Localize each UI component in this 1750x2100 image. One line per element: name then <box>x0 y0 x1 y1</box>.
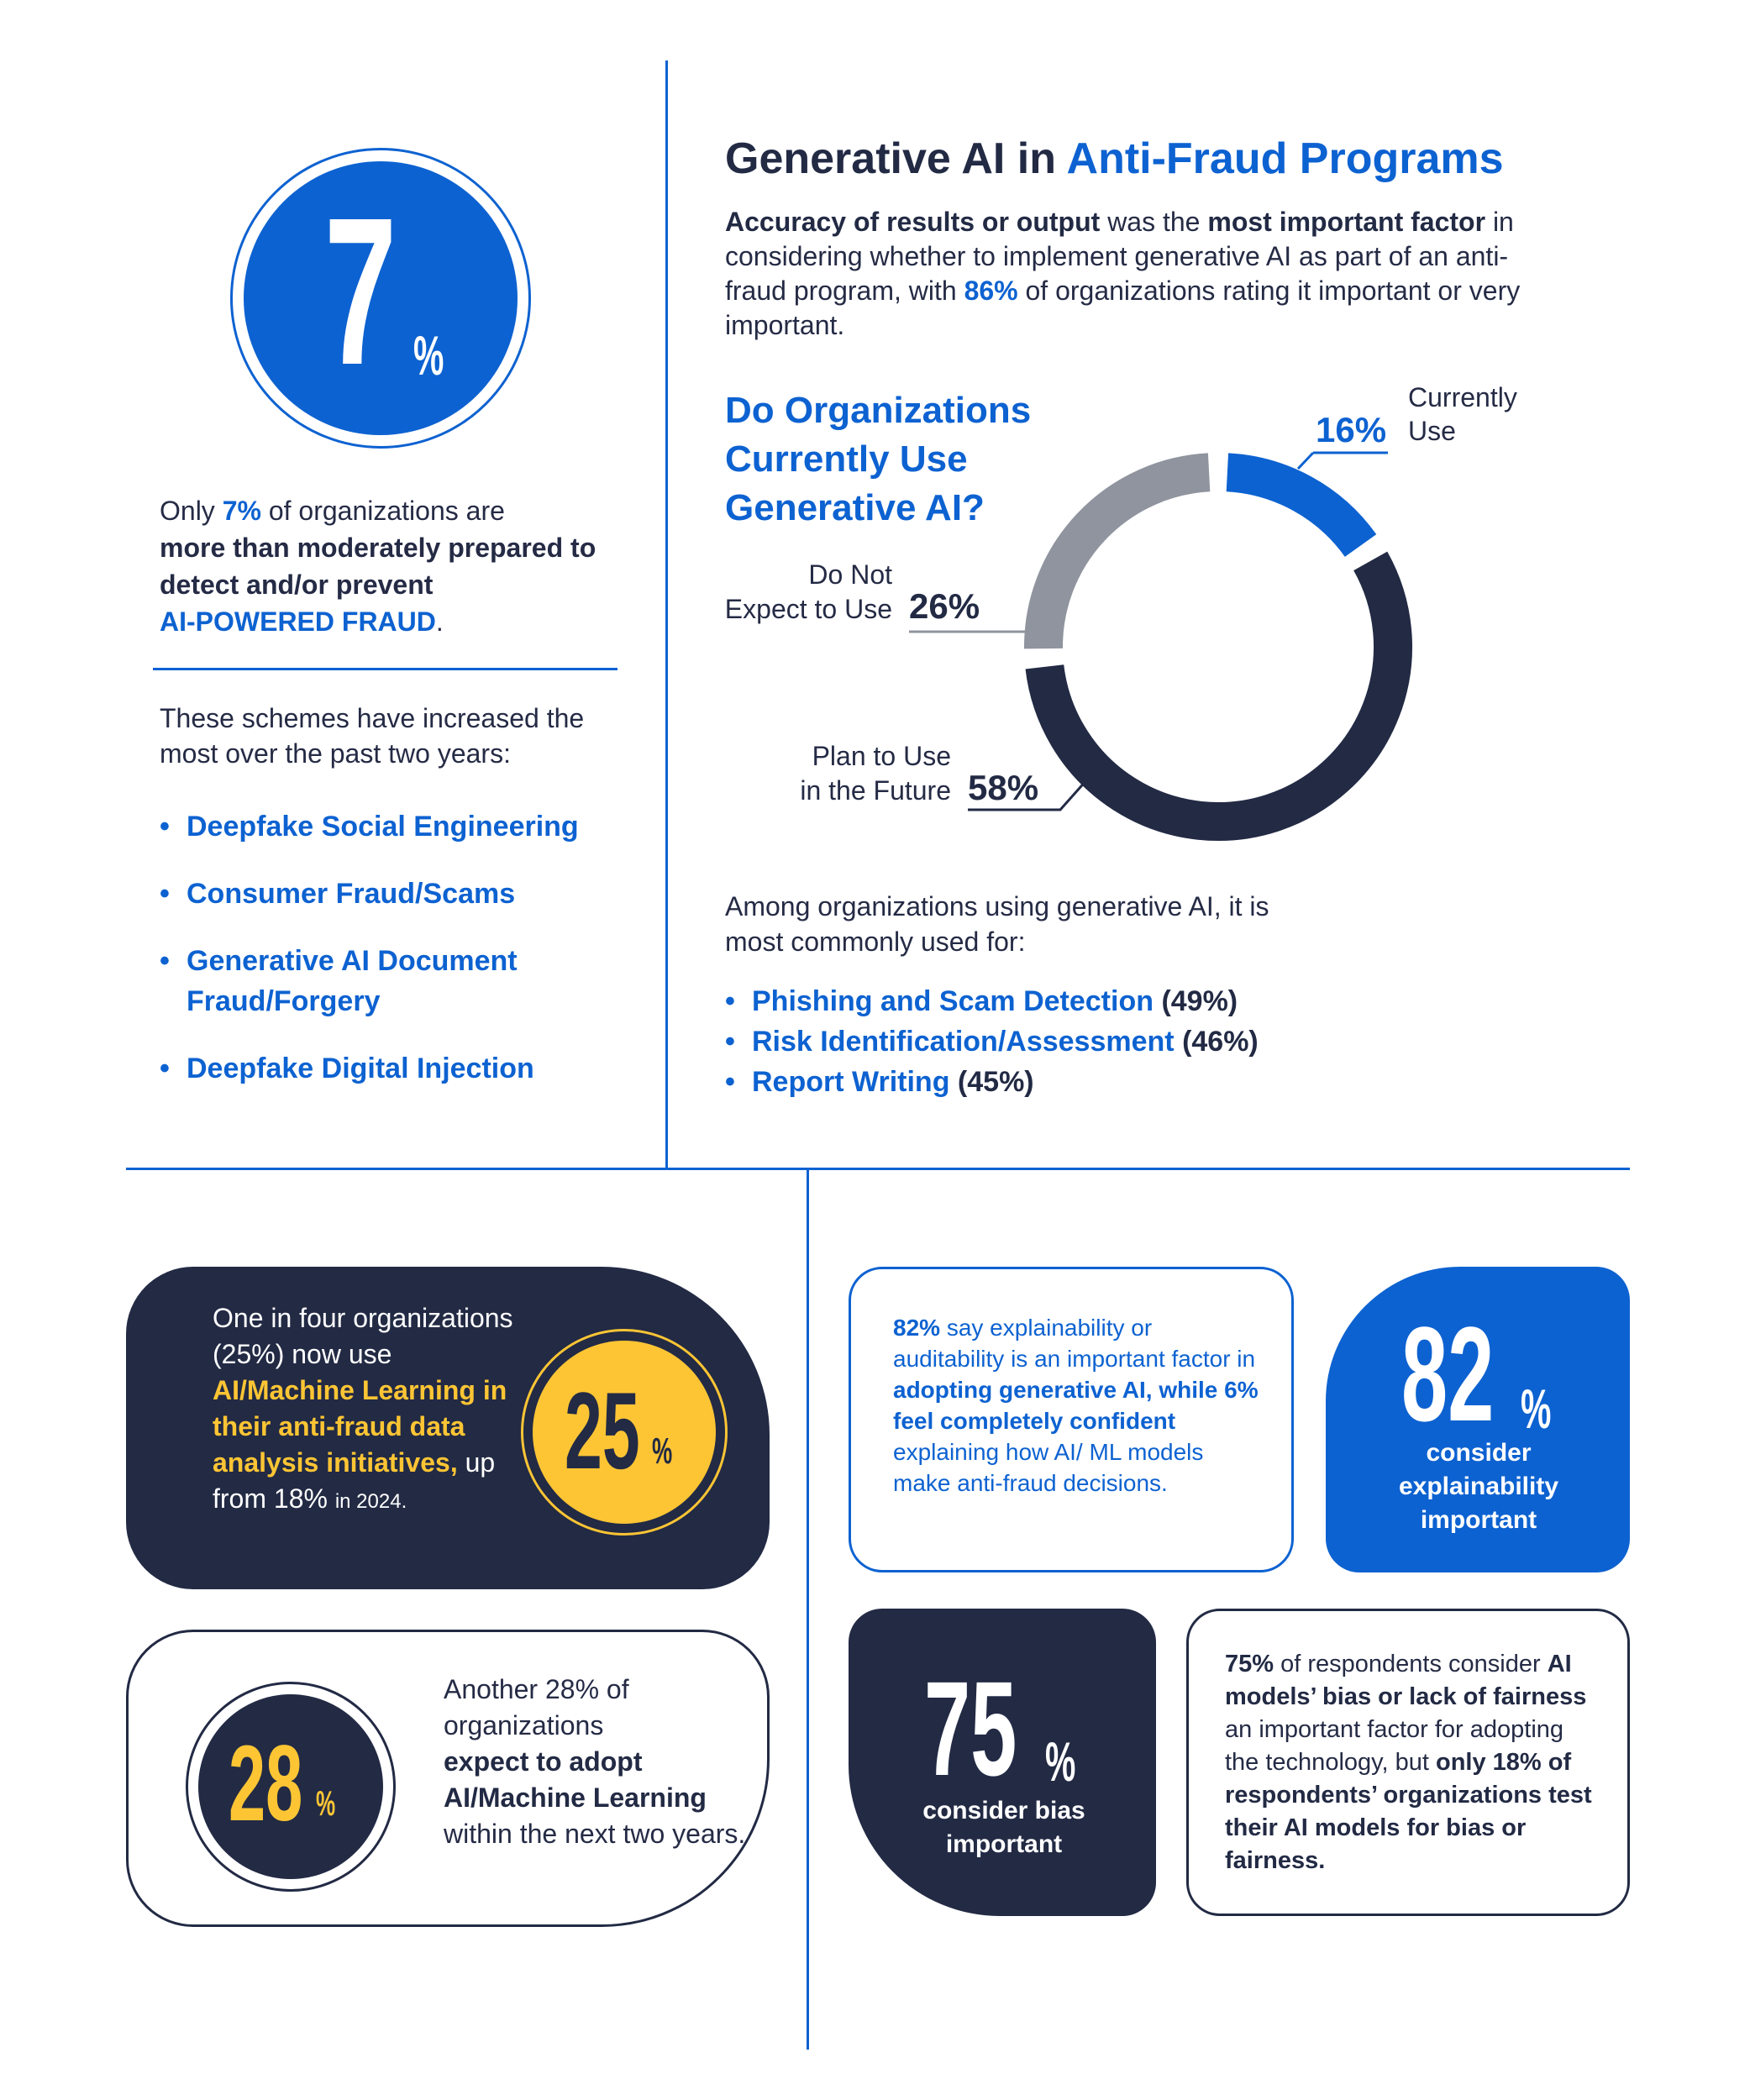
label-donot-pct: 26% <box>909 586 980 626</box>
ml25-number: 25 <box>565 1369 640 1492</box>
explain-text: 82% say explainability or auditability is an important factor in adopting generative AI, while 6% feel completely confident explaining how AI/ ML models make anti-fraud decisions. <box>893 1315 1259 1496</box>
ml25-pct: % <box>652 1431 673 1472</box>
list-item: • Deepfake Social Engineering <box>160 806 630 847</box>
usage-list <box>725 981 1481 1102</box>
explain-pct: % <box>1521 1378 1552 1440</box>
usage-intro: Among organizations using generative AI, it is most commonly used for: <box>725 891 1269 957</box>
chart-title: Do Organizations Currently Use Generative AI? <box>725 390 1032 528</box>
bias-pct: % <box>1045 1730 1076 1793</box>
explain-caption: consider explainability important <box>1398 1439 1559 1534</box>
label-currently-pct: 16% <box>1316 410 1387 449</box>
label-donot-text: Do Not Expect to Use <box>724 559 892 624</box>
ml25-text: One in four organizations (25%) now use AI/Machine Learning in their anti-fraud data analysis initiatives, up from 18% in 2024. <box>213 1303 513 1514</box>
label-plan-text: Plan to Use in the Future <box>800 741 951 806</box>
preparedness-text: Only 7% of organizations are more than moderately prepared to detect and/or prevent AI-POWERED FRAUD. <box>160 496 596 637</box>
stat-percent-sign: % <box>413 324 444 386</box>
bias-number: 75 <box>924 1653 1017 1803</box>
label-currently-text: Currently Use <box>1408 382 1517 446</box>
list-item: • Generative AI Document Fraud/Forgery <box>160 941 630 1021</box>
list-item: • Consumer Fraud/Scams <box>160 874 630 914</box>
leader-currently-diag <box>1298 453 1313 469</box>
explain-number: 82 <box>1401 1299 1495 1449</box>
list-item: • Report Writing (45%) <box>725 1062 1481 1102</box>
list-item: • Deepfake Digital Injection <box>160 1048 630 1089</box>
schemes-intro: These schemes have increased the most over the past two years: <box>160 703 585 769</box>
leader-plan <box>968 780 1087 810</box>
bias-caption: consider bias important <box>922 1797 1085 1858</box>
bias-text: 75% of respondents consider AI models’ bias or lack of fairness an important factor for adopting the technology, but only 18% of respondents’ organizations test their AI models for bias or fairness. <box>1225 1651 1592 1874</box>
label-plan-pct: 58% <box>968 768 1039 807</box>
ml28-number: 28 <box>229 1724 303 1844</box>
intro-paragraph: Accuracy of results or output was the most important factor in considering whether to implement generative AI as part of an anti-fraud program, with 86% of organizations rating it important or very important. <box>725 207 1521 340</box>
ml28-text: Another 28% of organizations expect to adopt AI/Machine Learning within the next two years. <box>444 1674 746 1849</box>
list-item: • Phishing and Scam Detection (49%) <box>725 981 1481 1021</box>
stat-number: 7 <box>324 174 397 408</box>
list-item: • Risk Identification/Assessment (46%) <box>725 1021 1481 1062</box>
page-title: Generative AI in Anti-Fraud Programs <box>725 134 1504 183</box>
ml28-pct: % <box>316 1783 336 1823</box>
